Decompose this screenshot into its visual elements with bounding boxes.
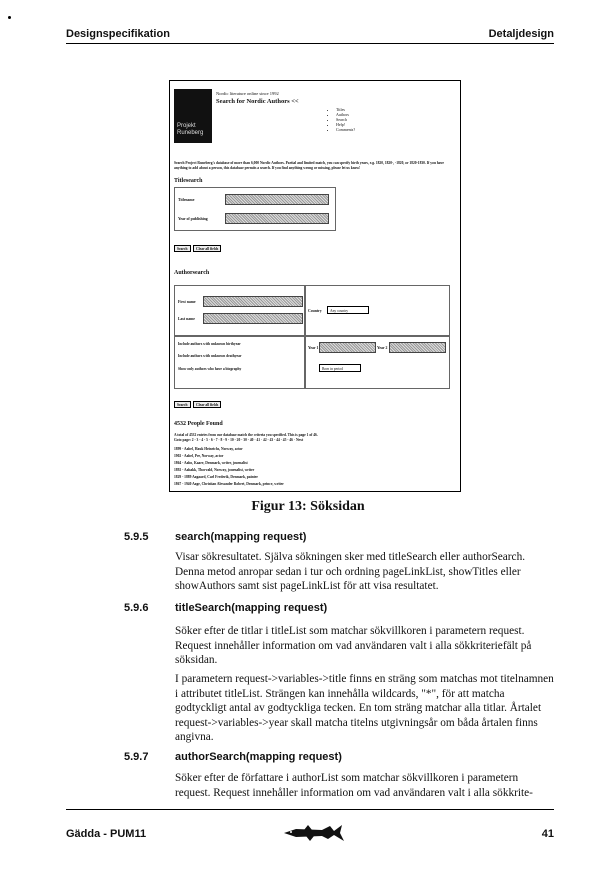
check-unknown-birthyear[interactable]: Include authors with unknown birthyear <box>178 342 241 346</box>
year2-label: Year 2 <box>377 346 388 350</box>
first-name-label: First name <box>178 300 196 304</box>
year-publishing-label: Year of publishing <box>178 217 208 221</box>
year1-input[interactable] <box>319 342 376 353</box>
running-header-left: Designspecifikation <box>66 28 170 40</box>
footer-left: Gädda - PUM11 <box>66 828 147 840</box>
year2-input[interactable] <box>389 342 446 353</box>
section-number-596: 5.9.6 <box>124 602 149 614</box>
section-number-597: 5.9.7 <box>124 751 149 763</box>
section-title-596: titleSearch(mapping request) <box>175 602 328 614</box>
page-number: 41 <box>541 828 554 840</box>
title-search-button[interactable]: Search <box>174 245 191 252</box>
country-select[interactable]: Any country <box>327 306 369 314</box>
titlesearch-heading: Titlesearch <box>174 178 203 184</box>
section-title-595: search(mapping request) <box>175 531 307 543</box>
section-number-595: 5.9.5 <box>124 531 149 543</box>
year-publishing-input[interactable] <box>225 213 329 224</box>
last-name-label: Last name <box>178 317 195 321</box>
figure-caption: Figur 13: Söksidan <box>251 499 365 514</box>
result-row[interactable]: 1902 - Aabel, Per, Norway, actor <box>174 454 224 458</box>
section-595-paragraph: Visar sökresultatet. Själva sökningen sker med titleSearch eller authorSearch. Denna metod anropar sedan i tur och ordning pageLinkList, showTitles eller showAuthors samt sist pageLinkList för att visa resultatet. <box>175 551 526 593</box>
year1-label: Year 1 <box>308 346 319 350</box>
title-clear-button[interactable]: Clear all fields <box>193 245 221 252</box>
menu-item-search[interactable]: • Search <box>336 117 355 122</box>
author-options-box <box>174 335 306 389</box>
running-header-right: Detaljdesign <box>488 28 554 40</box>
screenshot-title: Search for Nordic Authors << <box>216 98 299 105</box>
period-select[interactable]: Born in period <box>319 364 361 372</box>
check-has-biography[interactable]: Show only authors who have a biography <box>178 367 242 371</box>
pike-fish-icon <box>282 822 346 844</box>
project-runeberg-logo: Projekt Runeberg <box>174 89 212 143</box>
authorsearch-heading: Authorsearch <box>174 270 210 276</box>
results-heading: 4532 People Found <box>174 421 223 427</box>
search-page-screenshot <box>169 80 461 492</box>
author-search-button[interactable]: Search <box>174 401 191 408</box>
menu-item-titles[interactable]: • Titles <box>336 107 355 112</box>
tagline: Nordic literature online since 1992 <box>216 91 279 96</box>
section-597-paragraph: Söker efter de författare i authorList som matchar sökvillkoren i parametern request. Request innehåller information om vad användaren valt i alla sökkrite- <box>175 772 533 799</box>
country-box <box>304 285 450 337</box>
menu-item-help[interactable]: • Help! <box>336 122 355 127</box>
section-596-paragraph-1: Söker efter de titlar i titleList som matchar sökvillkoren i parametern request. Request innehåller information om vad användaren valt i alla sökkriteriefält på söksidan. <box>175 625 532 667</box>
titlename-label: Titlename <box>178 198 195 202</box>
year-box <box>304 335 450 389</box>
footer-rule <box>66 809 554 810</box>
results-summary: A total of 4532 entries from our database match the criteria you specified. This is page 1 of 46. Goto page: 2 - 3 - 4 - 5 - 6 - 7 - 8 - 9 - 10 - 20 - 30 - 40 - 41 - 42 - 43 - 44 - 45 - 46 - Next <box>174 433 456 443</box>
page-links[interactable]: Goto page: 2 - 3 - 4 - 5 - 6 - 7 - 8 - 9 - 10 - 20 - 30 - 40 - 41 - 42 - 43 - 44 - 45 - 46 - Next <box>174 438 304 442</box>
search-intro: Search Project Runeberg's database of more than 6,000 Nordic Authors. Partial and limited match, you can specify birth years, e.g. 1820, 1820-, -1820, or 1820-1830. If you have anything to add about a person, this database permits a search. If you find anything wrong or missing, please let us know! <box>174 161 444 170</box>
header-rule <box>66 43 554 44</box>
section-596-paragraph-2: I parametern request->variables->title finns en sträng som matchas mot titelnamnen i attributet titleList. Strängen kan innehålla wildcards, "*", för att matcha godtyckligt antal av godtyckliga tecken. En tom sträng matchar alla titlar. Årtalet request->variables->year skall matcha titelns utgivningsår om båda årtalen finns angivna. <box>175 673 554 744</box>
first-name-input[interactable] <box>203 296 303 307</box>
menu-item-comments[interactable]: • Comments? <box>336 127 355 132</box>
result-row[interactable]: 1864 - Aabo, Kaare, Denmark, writer, journalist <box>174 461 248 465</box>
section-title-597: authorSearch(mapping request) <box>175 751 342 763</box>
titlename-input[interactable] <box>225 194 329 205</box>
last-name-input[interactable] <box>203 313 303 324</box>
result-row[interactable]: 1867 - 1940 Aage, Christian Alexander Robert, Denmark, prince, writer <box>174 482 284 486</box>
author-name-box <box>174 285 306 337</box>
result-row[interactable]: 1899 - Aabel, Hauk Heinrichs, Norway, actor <box>174 447 243 451</box>
menu-item-authors[interactable]: • Authors <box>336 112 355 117</box>
country-label: Country <box>308 309 322 313</box>
screenshot-menu <box>330 107 355 132</box>
author-clear-button[interactable]: Clear all fields <box>193 401 221 408</box>
result-row[interactable]: 1892 - Aabakk, Thorvald, Norway, journalist, writer <box>174 468 255 472</box>
margin-dot <box>8 16 11 19</box>
result-row[interactable]: 1829 - 1889 Aagaard, Carl Frederik, Denmark, painter <box>174 475 258 479</box>
check-unknown-deathyear[interactable]: Include authors with unknown deathyear <box>178 354 242 358</box>
titlesearch-box <box>174 187 336 231</box>
